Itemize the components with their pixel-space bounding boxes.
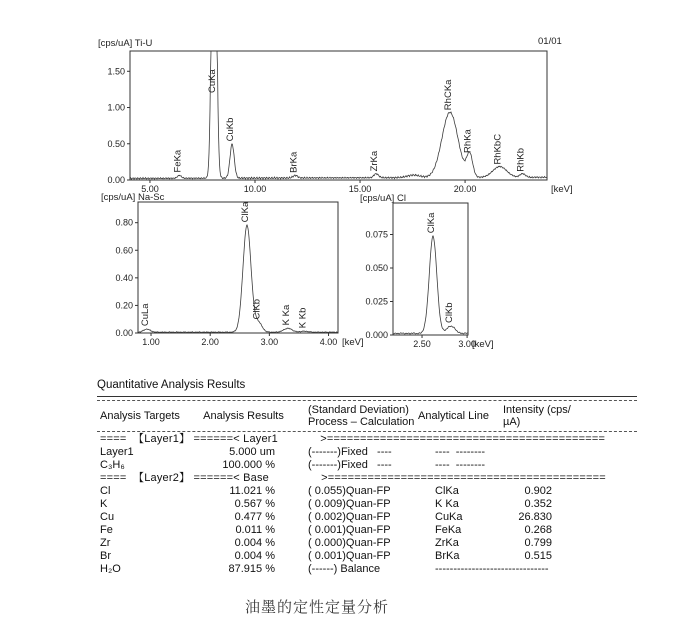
svg-text:0.00: 0.00 xyxy=(115,328,133,338)
peak-labels xyxy=(426,212,455,323)
peak-label-RhCKa: RhCKa xyxy=(442,79,454,111)
table-cell: 0.799 xyxy=(524,537,552,549)
peak-label-FeKa: FeKa xyxy=(172,149,184,173)
svg-text:0.075: 0.075 xyxy=(365,229,388,240)
table-top-rule xyxy=(97,396,637,397)
x-axis-unit-label: [keV] xyxy=(472,339,494,350)
peak-label-KKa: K Ka xyxy=(280,304,292,326)
table-cell: C₃H₆ xyxy=(100,459,125,471)
table-cell xyxy=(503,563,583,576)
table-cell: (-------)Fixed ---- xyxy=(308,459,392,471)
section-divider-text: ==== 【Layer2】 ======< Base >========================================== xyxy=(100,472,606,484)
table-cell: ClKa xyxy=(435,485,459,497)
table-cell xyxy=(503,446,583,459)
table-cell: 0.567 % xyxy=(234,498,275,510)
table-cell: CuKa xyxy=(435,511,463,523)
peak-label-ClKb: ClKb xyxy=(251,298,263,320)
table-cell: ( 0.055)Quan-FP xyxy=(308,485,391,497)
table-cell: ( 0.009)Quan-FP xyxy=(308,498,391,510)
svg-text:0.40: 0.40 xyxy=(115,272,133,283)
peak-label-BrKa: BrKa xyxy=(288,151,300,173)
axis-unit-label: [cps/uA] Ti-U xyxy=(98,38,153,49)
table-cell: Zr xyxy=(100,537,111,549)
table-cell: 26.830 xyxy=(518,511,552,523)
table-row xyxy=(97,498,637,511)
quantitative-results-table xyxy=(97,378,637,576)
spectrum-curve xyxy=(130,51,547,179)
table-cell: 0.515 xyxy=(524,550,552,562)
table-row xyxy=(97,537,637,550)
svg-text:0.80: 0.80 xyxy=(115,217,133,228)
y-axis-ticks xyxy=(365,229,393,340)
table-cell: ( 0.000)Quan-FP xyxy=(308,537,391,549)
peak-labels xyxy=(140,201,308,328)
table-cell: 11.021 % xyxy=(229,485,275,497)
table-section-row xyxy=(97,472,637,485)
svg-text:3.00: 3.00 xyxy=(260,337,279,347)
spectrum-chart-Cl xyxy=(360,193,494,350)
svg-text:3.00: 3.00 xyxy=(458,339,476,349)
table-cell: ---- -------- xyxy=(435,459,486,471)
table-cell: 0.477 % xyxy=(234,511,275,523)
x-axis-unit-label: [keV] xyxy=(551,184,573,195)
svg-text:20.00: 20.00 xyxy=(453,184,477,194)
table-cell: 0.268 xyxy=(524,524,552,536)
svg-text:2.00: 2.00 xyxy=(201,337,219,347)
section-divider-text: ==== 【Layer1】 ======< Layer1 >========================================== xyxy=(100,433,606,445)
table-cell: ---- -------- xyxy=(435,446,486,458)
peak-label-CuLa: CuLa xyxy=(139,303,151,327)
table-cell: 0.011 % xyxy=(235,524,275,536)
table-cell: 87.915 % xyxy=(228,563,275,575)
svg-text:0.60: 0.60 xyxy=(115,245,133,256)
table-title: Quantitative Analysis Results xyxy=(97,379,246,391)
table-cell: (------) Balance xyxy=(308,563,381,575)
table-cell: ------------------------------- xyxy=(435,563,549,575)
table-row xyxy=(97,446,637,459)
table-cell: ZrKa xyxy=(435,537,459,549)
plot-frame xyxy=(130,51,547,180)
peak-label-RhKb: RhKb xyxy=(515,148,527,172)
peak-label-KKb: K Kb xyxy=(297,307,309,329)
svg-text:1.50: 1.50 xyxy=(107,66,125,77)
peak-labels xyxy=(172,69,526,173)
table-cell: ( 0.001)Quan-FP xyxy=(308,550,391,562)
table-cell: K xyxy=(100,498,108,510)
svg-text:1.00: 1.00 xyxy=(107,102,125,113)
peak-label-ClKa: ClKa xyxy=(426,212,438,234)
figure-caption: 油墨的定性定量分析 xyxy=(244,599,389,616)
peak-label-CuKb: CuKb xyxy=(225,117,237,142)
table-cell: ( 0.001)Quan-FP xyxy=(308,524,391,536)
svg-text:0.050: 0.050 xyxy=(365,262,388,273)
peak-label-RhKbC: RhKbC xyxy=(492,133,504,165)
spectrum-chart-Na-Sc xyxy=(101,192,364,348)
table-cell: FeKa xyxy=(435,524,462,536)
svg-text:5.00: 5.00 xyxy=(141,184,159,194)
table-row xyxy=(97,524,637,537)
table-header-top-divider xyxy=(97,400,637,401)
col-header-stddev-line2: Process – Calculation xyxy=(308,415,415,428)
peak-label-ClKb: ClKb xyxy=(443,302,455,324)
page-indicator: 01/01 xyxy=(538,36,562,47)
svg-text:0.000: 0.000 xyxy=(365,330,388,340)
svg-text:0.50: 0.50 xyxy=(107,138,125,149)
table-cell: 0.902 xyxy=(524,485,552,497)
table-cell: 0.352 xyxy=(524,498,552,510)
table-row xyxy=(97,511,637,524)
col-header-analysis-results: Analysis Results xyxy=(203,409,284,422)
y-axis-ticks xyxy=(115,218,138,338)
table-cell: H₂O xyxy=(100,563,121,575)
table-row xyxy=(97,550,637,563)
table-cell: Cu xyxy=(100,511,115,523)
table-row xyxy=(97,459,637,472)
y-axis-ticks xyxy=(107,66,130,185)
x-axis-ticks xyxy=(142,333,337,347)
x-axis-ticks xyxy=(413,335,476,349)
col-header-analytical-line: Analytical Line xyxy=(418,409,489,422)
table-cell: BrKa xyxy=(435,550,460,562)
peak-label-ZrKa: ZrKa xyxy=(369,150,381,172)
table-cell: 100.000 % xyxy=(222,459,275,471)
col-header-stddev-line1: (Standard Deviation) xyxy=(308,403,409,416)
table-cell: K Ka xyxy=(435,498,459,510)
axis-unit-label: [cps/uA] Na-Sc xyxy=(101,192,165,203)
table-cell xyxy=(503,459,583,472)
x-axis-ticks xyxy=(141,180,476,194)
col-header-analysis-targets: Analysis Targets xyxy=(100,409,180,422)
spectrum-curve xyxy=(393,236,468,334)
peak-label-RhKa: RhKa xyxy=(462,129,474,153)
spectrum-chart-Ti-U xyxy=(98,38,573,195)
svg-text:15.00: 15.00 xyxy=(348,184,372,194)
svg-text:4.00: 4.00 xyxy=(319,337,338,347)
svg-text:1.00: 1.00 xyxy=(142,337,160,347)
table-row xyxy=(97,563,637,576)
svg-text:10.00: 10.00 xyxy=(243,184,267,194)
svg-text:2.50: 2.50 xyxy=(413,339,431,349)
col-header-intensity: Intensity (cps/µA) xyxy=(503,403,571,428)
table-cell: 5.000 um xyxy=(229,446,275,458)
table-cell: ( 0.002)Quan-FP xyxy=(308,511,391,523)
table-row xyxy=(97,485,637,498)
svg-text:0.00: 0.00 xyxy=(107,175,125,185)
peak-label-CuKa: CuKa xyxy=(207,69,219,93)
table-body xyxy=(97,433,637,576)
axis-unit-label: [cps/uA] Cl xyxy=(360,193,406,204)
col-header-stddev-process xyxy=(285,404,418,428)
table-section-row xyxy=(97,433,637,446)
peak-label-ClKa: ClKa xyxy=(239,201,251,223)
svg-text:0.025: 0.025 xyxy=(365,296,388,307)
x-axis-unit-label: [keV] xyxy=(342,337,364,348)
svg-text:0.20: 0.20 xyxy=(115,300,133,311)
table-cell: Cl xyxy=(100,485,111,497)
table-cell: (-------)Fixed ---- xyxy=(308,446,392,458)
table-cell: Layer1 xyxy=(100,446,134,458)
table-cell: Br xyxy=(100,550,111,562)
table-cell: 0.004 % xyxy=(234,550,275,562)
table-cell: 0.004 % xyxy=(234,537,275,549)
table-header-row xyxy=(97,402,637,429)
table-header-bottom-divider xyxy=(97,431,637,432)
table-cell: Fe xyxy=(100,524,113,536)
